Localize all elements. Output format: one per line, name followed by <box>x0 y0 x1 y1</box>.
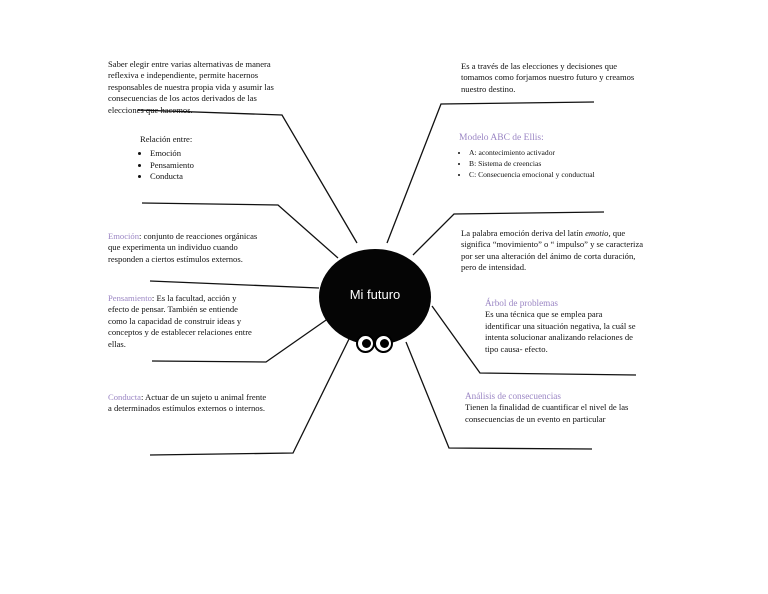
analisis-block <box>465 391 637 425</box>
emotio-after: que significa “movimiento” o “ impulso” y se caracteriza por ser una alteración del ánimo de corta duración, pero de intensidad. <box>461 228 644 273</box>
relation-title: Relación entre: <box>140 134 193 144</box>
conducta-paragraph <box>108 392 268 415</box>
center-title: Mi futuro <box>349 287 401 302</box>
abc-list <box>449 147 649 180</box>
arbol-title: Árbol de problemas <box>485 298 558 308</box>
left-eye <box>356 334 375 353</box>
pensamiento-term: Pensamiento <box>108 293 152 303</box>
top-left-text <box>108 59 286 116</box>
top-left-paragraph: Saber elegir entre varias alternativas de manera reflexiva e independiente, permite hacernos responsables de nuestra propia vida y asumir las consecuencias de los actos derivados de las elecciones que hacemos. <box>108 59 274 115</box>
abc-item: • B: Sistema de creencias <box>469 158 649 169</box>
abc-item: • A: acontecimiento activador <box>469 147 649 158</box>
emocion-block <box>108 231 260 265</box>
conducta-term: Conducta <box>108 392 141 402</box>
pensamiento-paragraph <box>108 293 256 350</box>
analisis-title: Análisis de consecuencias <box>465 391 561 401</box>
arbol-block <box>485 298 637 355</box>
emotio-latin: emotio, <box>585 228 611 238</box>
conducta-definition: : Actuar de un sujeto u animal frente a determinados estímulos externos o internos. <box>108 392 267 414</box>
analisis-text: Tienen la finalidad de cuantificar el nivel de las consecuencias de un evento en particular <box>465 402 629 424</box>
emocion-term: Emoción <box>108 231 140 241</box>
abc-block <box>459 133 649 180</box>
emotio-before: La palabra emoción deriva del latín <box>461 228 586 238</box>
emocion-paragraph <box>108 231 260 265</box>
branch-emocion <box>150 281 319 288</box>
abc-item: • C: Consecuencia emocional y conductual <box>469 169 649 180</box>
arbol-text: Es una técnica que se emplea para identificar una situación negativa, la cuál se intenta solucionar analizando relaciones de tipo causa- efecto. <box>485 309 636 354</box>
top-right-text <box>461 61 641 95</box>
abc-title: Modelo ABC de Ellis: <box>459 133 544 143</box>
right-eye <box>374 334 393 353</box>
relation-item: • Pensamiento <box>150 160 280 171</box>
relation-item: • Emoción <box>150 148 280 159</box>
pensamiento-definition: : Es la facultad, acción y efecto de pensar. También se entiende como la capacidad de construir ideas y conceptos y de establecer relaciones entre ellas. <box>108 293 252 349</box>
top-right-paragraph: Es a través de las elecciones y decisiones que tomamos como forjamos nuestro futuro y creamos nuestro destino. <box>461 61 635 94</box>
relation-item: • Conducta <box>150 171 280 182</box>
emotio-block <box>461 228 647 274</box>
conducta-block <box>108 392 268 415</box>
relation-list <box>130 148 280 182</box>
emotio-paragraph <box>461 228 647 274</box>
relation-block <box>140 134 280 183</box>
emocion-definition: : conjunto de reacciones orgánicas que experimenta un individuo cuando responden a ciertos estímulos externos. <box>108 231 258 264</box>
pensamiento-block <box>108 293 256 350</box>
